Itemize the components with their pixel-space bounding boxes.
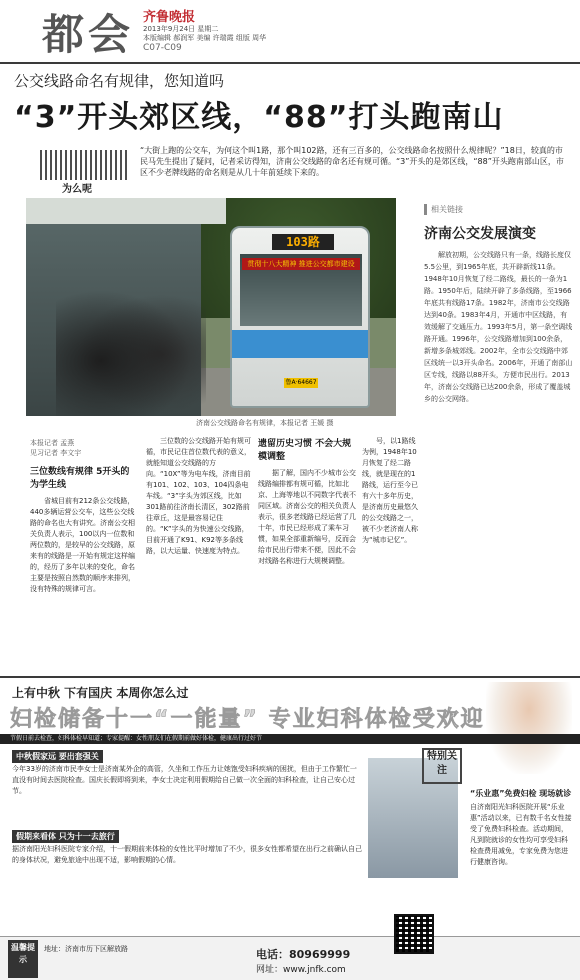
advertisement — [0, 676, 580, 980]
ad-top-line: 上有中秋 下有国庆 本周你怎么过 — [12, 686, 189, 700]
sidebar-body: 解放初期，公交线路只有一条，线路长度仅5.5公里，到1965年底，共开辟新线11条。1948年10月恢复了经二路线，最长的一条为1路。1950年后，陆续开辟了多条线路，至1966年底共有线路17条。1982年，济南市公交线路达到40条。1983年4月，开通市中区线路，有效缓解了交通压力。1993年5月，第一条空调线路开通。1996年，公交线路增加到100余条，新增多条城郊线。2002年，全市公交线路中郊区线统一以3开头命名。2006年，开通了南部山区专线，线路以88开头，方便市民出行。2013年，济南公交线路已达200余条，形成了覆盖城乡的公交网络。 — [424, 251, 573, 403]
masthead — [0, 0, 580, 64]
ad-model-photo — [486, 682, 572, 774]
ad-ribbon-text: 节假日前去检查，妇科体检早知道；专家提醒：女性朋友们在假期前做好体检，健康出行过好节 — [10, 735, 263, 742]
column-4-text: 号，以1路线为例，1948年10月恢复了经二路线，就是现在的1路线，运行至今已有六十多年历史，是济南历史最悠久的公交线路之一，被不少老济南人称为“城市记忆”。 — [362, 437, 418, 544]
ad-section-1: 中秋假家远 要出套强关 — [12, 750, 103, 763]
ad-website: 网址：www.jnfk.com — [256, 965, 346, 975]
ad-address: 地址：济南市历下区解放路 — [44, 945, 128, 953]
sidebar-tag: 相关链接 — [424, 204, 574, 215]
column-3-text: 据了解，国内不少城市公交线路编排都有规可循，比如北京、上海等地以不同数字代表不同区域。济南公交的相关负责人表示，很多老线路已经运营了几十年，市民已经形成了乘车习惯，如果全部重新编号，反而会给市民出行带来不便，因此不会对线路名称进行大规模调整。 — [258, 469, 356, 565]
article-column-3 — [258, 436, 358, 666]
ad-right-body: 自济南阳光妇科医院开展“乐业惠”活动以来，已有数千名女性接受了免费妇科检查。活动期间，凡到院就诊的女性均可享受妇科检查费用减免，专家免费为您进行健康咨询。 — [470, 803, 572, 866]
ad-body-1: 今年33岁的济南市民李女士是济南某外企的高管，久坐和工作压力让她饱受妇科疾病的困扰，但由于工作繁忙一直没有时间去医院检查。国庆长假即将到来，李女士决定利用假期给自己做一次全面的妇科检查，让自己安心过节。 — [12, 765, 357, 795]
bus-stop-photo — [26, 198, 396, 416]
bus-stripe — [232, 330, 368, 358]
ad-right-title: “乐业惠”免费妇检 现场就诊 — [470, 789, 572, 798]
license-plate: 鲁A·64667 — [285, 379, 317, 386]
editor-credits: 本版编辑 郝润军 美编 许瑞霞 组版 周华 — [143, 34, 267, 42]
warm-tip-badge: 温馨提示 — [8, 940, 38, 978]
bus-route-display: 103路 — [272, 234, 334, 250]
related-link-sidebar — [424, 204, 574, 405]
article-column-2 — [146, 436, 254, 666]
headline-kicker: 公交线路命名有规律，您知道吗 — [14, 72, 225, 90]
article-column-4 — [362, 436, 422, 666]
sidebar-title: 济南公交发展演变 — [424, 226, 536, 242]
intro-label-block — [40, 150, 130, 196]
qr-code — [394, 914, 434, 954]
shelter-roof — [26, 198, 226, 224]
ad-headline: 妇检储备十一“一能量” 专业妇科体检受欢迎 — [10, 707, 485, 732]
article-column-1 — [30, 464, 138, 674]
subheading-1: 三位数线有规律 5开头的为学生线 — [30, 467, 130, 490]
column-1-text: 省城目前有212条公交线路，440多辆运营公交车，这些公交线路的命名也大有讲究。济南公交相关负责人表示，100以内一位数和两位数的，是较早的公交线路，原来有的线路是一开始有规定这样编的，经历了多年以来的变化，命名主要是按照自然数的顺序来排列，没有特殊的规律可言。 — [30, 497, 135, 593]
byline — [30, 438, 81, 458]
bus-banner: 贯彻十八大精神 推进公交都市建设 — [242, 258, 360, 270]
intro-text: “大街上跑的公交车，为何这个叫1路，那个叫102路，还有三百多的，公交线路命名按照什么规律呢？”18日，较真的市民马先生提出了疑问，记者采访得知，济南公交线路的命名还有规可循。“3”开头的是郊区线，“88”开头跑南部山区，市区不少老牌线路的命名则是从几十年前延续下来的。 — [140, 146, 564, 177]
intern-credit: 见习记者 李文宇 — [30, 449, 82, 457]
intro-label: 为么呢 — [62, 184, 92, 195]
photo-caption: 济南公交线路命名有规律，本报记者 王媛 摄 — [196, 419, 334, 427]
special-focus-badge: 特别关注 — [422, 748, 462, 784]
ad-body-2: 据济南阳光妇科医院专家介绍，十一假期前来体检的女性比平时增加了不少，很多女性都希望在出行之前确认自己的身体状况，避免旅途中出现不适，影响假期的心情。 — [12, 845, 362, 864]
reporter-credit: 本报记者 孟燕 — [30, 439, 75, 447]
subheading-2: 遗留历史习惯 不会大规模调整 — [258, 439, 352, 462]
page-range: C07-C09 — [143, 43, 182, 53]
paper-name: 齐鲁晚报 — [143, 10, 196, 25]
bus — [230, 226, 370, 408]
section-title: 都会 — [42, 10, 135, 59]
waiting-passengers — [56, 278, 206, 416]
dateline: 2013年9月24日 星期二 — [143, 25, 219, 33]
ad-section-2: 假期来看体 只为十一去旅行 — [12, 830, 119, 843]
barcode-decoration — [40, 150, 130, 180]
column-2-text: 三位数的公交线路开始有规可循，市民记住首位数代表的意义，就能知道公交线路的方向。“10X”等为电车线，济南目前有101、102、103、104四条电车线。“3”字头为郊区线，比如301路前往济南长清区，302路前往章丘，这是最容易记住的。“K”字头的为快速公交线路，目前开通了K91、K92等多条线路，以大运量、快速度为特点。 — [146, 437, 251, 555]
main-headline: “3”开头郊区线，“88”打头跑南山 — [14, 100, 504, 135]
ad-phone: 电话：80969999 — [256, 948, 351, 961]
